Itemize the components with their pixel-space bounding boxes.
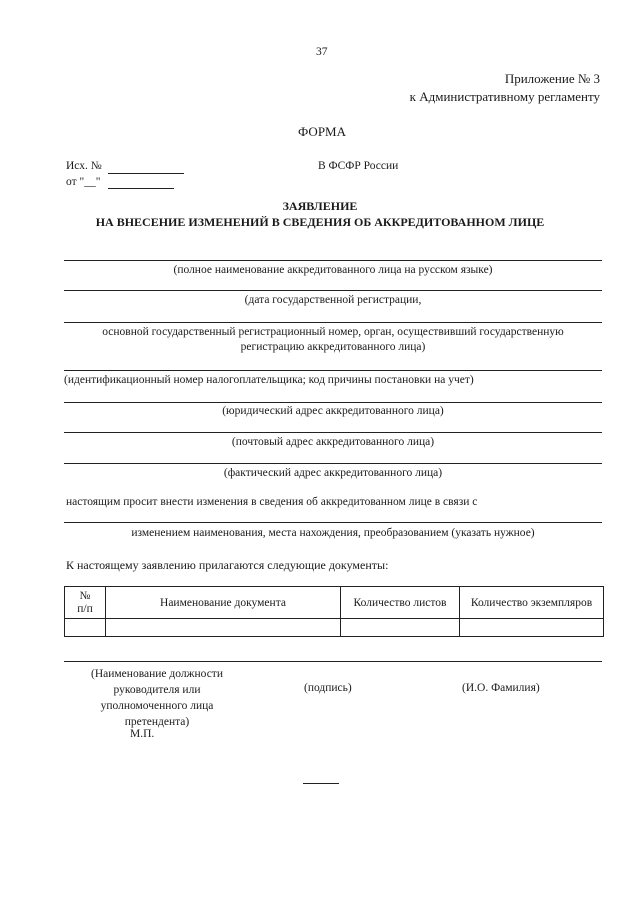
- form-heading: ФОРМА: [298, 124, 346, 139]
- signature-caption: (подпись): [304, 682, 352, 694]
- title-line-2: НА ВНЕСЕНИЕ ИЗМЕНЕНИЙ В СВЕДЕНИЯ ОБ АККРЕДИТОВАННОМ ЛИЦЕ: [95, 215, 545, 229]
- addressee: В ФСФР России: [318, 160, 399, 172]
- ogrn-caption-2: регистрацию аккредитованного лица): [240, 341, 426, 353]
- title-line-1: ЗАЯВЛЕНИЕ: [282, 199, 358, 213]
- reg-date-caption: (дата государственной регистрации,: [244, 294, 422, 306]
- legal-address-caption: (юридический адрес аккредитованного лица): [222, 405, 444, 417]
- col-number-header: [65, 587, 106, 619]
- table-row: [65, 619, 604, 637]
- full-name-caption: (полное наименование аккредитованного лица на русском языке): [173, 264, 493, 276]
- col-sheets-header: Количество листов: [341, 587, 460, 619]
- appendix-line-2: к Административному регламенту: [409, 89, 600, 104]
- ogrn-caption-1: основной государственный регистрационный номер, орган, осуществивший государственную: [102, 326, 564, 338]
- appendix-reference: [410, 70, 600, 106]
- position-line-3: уполномоченного лица: [100, 700, 214, 712]
- attachments-intro: К настоящему заявлению прилагаются следующие документы:: [66, 558, 389, 572]
- application-title: [0, 198, 640, 230]
- inn-kpp-line: [64, 370, 602, 371]
- reason-line: [64, 522, 602, 523]
- col-number-line-1: №: [79, 589, 91, 602]
- postal-address-caption: (почтовый адрес аккредитованного лица): [231, 436, 435, 448]
- table-header-row: [65, 587, 604, 619]
- outgoing-date-label: от "__": [66, 176, 101, 188]
- position-line-2: руководителя или: [113, 684, 201, 696]
- outgoing-number-blank: [108, 173, 184, 174]
- page-number: 37: [316, 46, 328, 58]
- legal-address-line: [64, 402, 602, 403]
- full-name-signature-caption: (И.О. Фамилия): [462, 682, 540, 694]
- stamp-label: М.П.: [130, 728, 155, 740]
- appendix-line-1: Приложение № 3: [504, 71, 600, 86]
- table-cell[interactable]: [65, 619, 106, 637]
- reg-date-line: [64, 290, 602, 291]
- col-name-header: Наименование документа: [106, 587, 341, 619]
- col-number-line-2: п/п: [77, 602, 93, 615]
- table-cell[interactable]: [341, 619, 460, 637]
- outgoing-number-label: Исх. №: [66, 160, 102, 172]
- col-copies-header: Количество экземпляров: [460, 587, 604, 619]
- actual-address-caption: (фактический адрес аккредитованного лица): [223, 467, 443, 479]
- inn-kpp-caption: (идентификационный номер налогоплательщика; код причины постановки на учет): [64, 374, 474, 386]
- ogrn-line: [64, 322, 602, 323]
- position-caption: [82, 666, 232, 730]
- reason-hint: изменением наименования, места нахождения, преобразованием (указать нужное): [131, 527, 535, 539]
- request-text: настоящим просит внести изменения в сведения об аккредитованном лице в связи с: [66, 496, 478, 508]
- position-line-4: претендента): [124, 716, 190, 728]
- signature-line: [64, 661, 602, 662]
- outgoing-date-blank: [108, 188, 174, 189]
- actual-address-line: [64, 463, 602, 464]
- postal-address-line: [64, 432, 602, 433]
- table-cell[interactable]: [460, 619, 604, 637]
- closing-separator: [303, 783, 339, 784]
- attachments-table: [64, 586, 604, 637]
- position-line-1: (Наименование должности: [91, 668, 223, 680]
- table-cell[interactable]: [106, 619, 341, 637]
- full-name-line: [64, 260, 602, 261]
